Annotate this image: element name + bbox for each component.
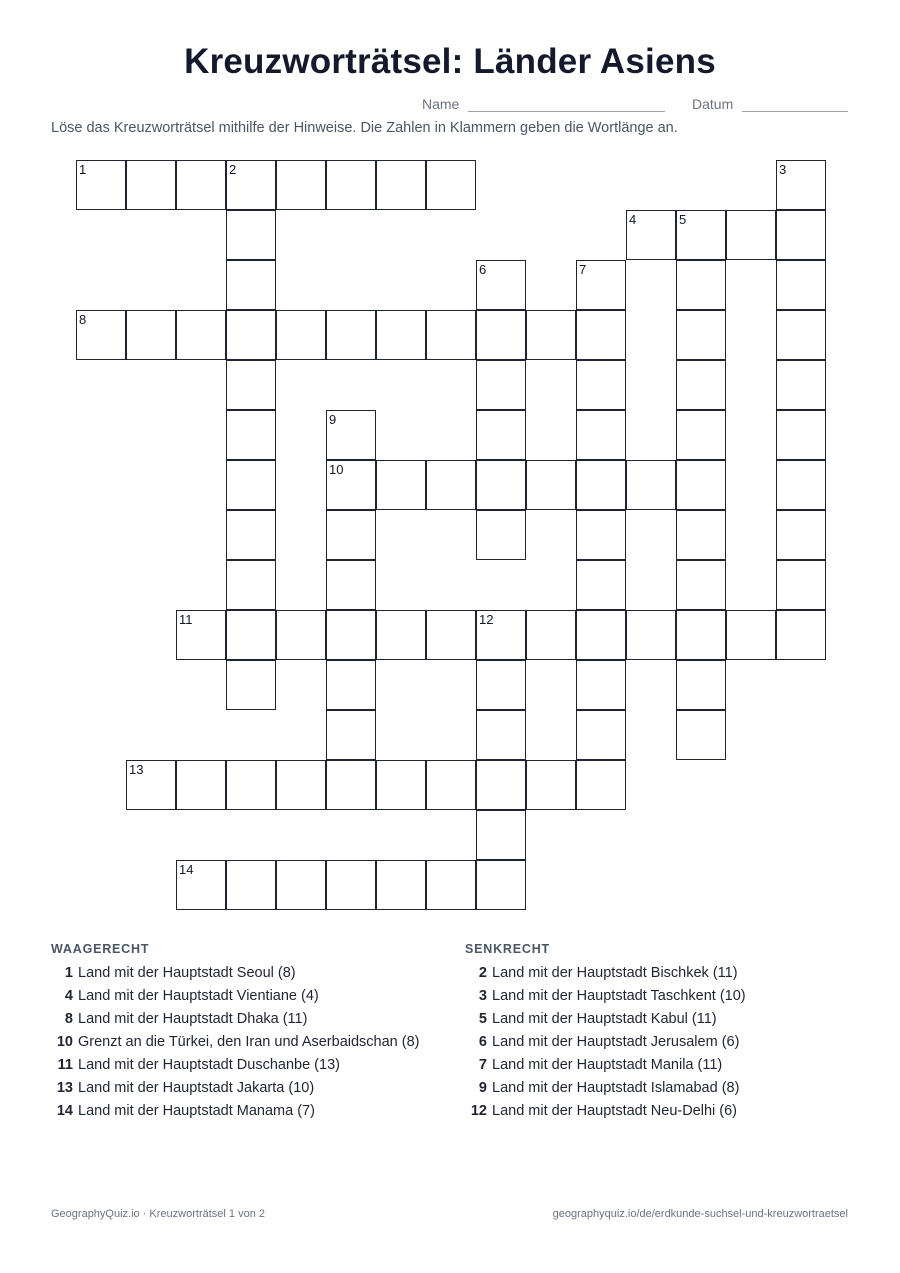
down-heading: SENKRECHT — [465, 942, 550, 956]
clue-text: Land mit der Hauptstadt Neu-Delhi (6) — [492, 1103, 738, 1119]
grid-cell[interactable] — [226, 860, 276, 910]
grid-cell[interactable] — [476, 660, 526, 710]
grid-cell[interactable] — [426, 310, 476, 360]
clue-number: 6 — [478, 1034, 487, 1050]
grid-cell[interactable] — [226, 360, 276, 410]
clue-text: Land mit der Hauptstadt Jakarta (10) — [78, 1080, 315, 1096]
clue-number: 11 — [57, 1057, 73, 1073]
clue-number: 10 — [56, 1034, 73, 1050]
grid-cell[interactable] — [376, 610, 426, 660]
grid-cell[interactable] — [476, 460, 526, 510]
grid-cell[interactable] — [576, 260, 626, 310]
grid-cell[interactable] — [776, 460, 826, 510]
clue-number: 10 — [329, 462, 344, 477]
grid-cell[interactable] — [326, 160, 376, 210]
clue-text: Land mit der Hauptstadt Duschanbe (13) — [78, 1057, 340, 1073]
clue-text: Land mit der Hauptstadt Taschkent (10) — [492, 988, 746, 1004]
across-heading: WAAGERECHT — [51, 942, 150, 956]
grid-cell[interactable] — [426, 760, 476, 810]
grid-cell[interactable] — [476, 260, 526, 310]
grid-cell[interactable] — [576, 310, 626, 360]
grid-cell[interactable] — [676, 260, 726, 310]
grid-cell[interactable] — [326, 710, 376, 760]
clue-text: Land mit der Hauptstadt Manila (11) — [492, 1057, 723, 1073]
grid-cell[interactable] — [676, 510, 726, 560]
clue-number: 14 — [56, 1103, 73, 1119]
grid-cell[interactable] — [676, 710, 726, 760]
clue-number: 5 — [478, 1011, 487, 1027]
grid-cell[interactable] — [776, 160, 826, 210]
grid-cell[interactable] — [176, 160, 226, 210]
clue-number: 13 — [56, 1080, 73, 1096]
footer-left: GeographyQuiz.io · Kreuzworträtsel 1 von 2 — [51, 1208, 265, 1220]
grid-cell[interactable] — [576, 710, 626, 760]
grid-cell[interactable] — [776, 210, 826, 260]
grid-cell[interactable] — [476, 860, 526, 910]
clue-number: 4 — [629, 212, 637, 227]
grid-cell[interactable] — [76, 160, 126, 210]
footer-url: geographyquiz.io/de/erdkunde-suchsel-und-kreuzwortraetsel — [552, 1208, 848, 1220]
clue-number: 12 — [470, 1103, 487, 1119]
grid-cell[interactable] — [776, 510, 826, 560]
clue-text: Land mit der Hauptstadt Manama (7) — [78, 1103, 315, 1119]
grid-cell[interactable] — [526, 310, 576, 360]
grid-cell[interactable] — [326, 760, 376, 810]
clue-text: Land mit der Hauptstadt Islamabad (8) — [492, 1080, 740, 1096]
grid-cell[interactable] — [726, 610, 776, 660]
clue-number: 12 — [479, 612, 494, 627]
grid-cell[interactable] — [76, 310, 126, 360]
clue-text: Land mit der Hauptstadt Kabul (11) — [492, 1011, 717, 1027]
grid-cell[interactable] — [226, 560, 276, 610]
clue-text: Land mit der Hauptstadt Jerusalem (6) — [492, 1034, 740, 1050]
grid-cell[interactable] — [376, 760, 426, 810]
grid-cell[interactable] — [226, 460, 276, 510]
clue-number: 7 — [478, 1057, 487, 1073]
grid-cell[interactable] — [676, 210, 726, 260]
grid-cell[interactable] — [276, 860, 326, 910]
grid-cell[interactable] — [526, 610, 576, 660]
clue-number: 2 — [229, 162, 237, 177]
grid-cell[interactable] — [226, 760, 276, 810]
clue-number: 13 — [129, 762, 144, 777]
grid-cell[interactable] — [476, 410, 526, 460]
grid-cell[interactable] — [326, 560, 376, 610]
grid-cell[interactable] — [376, 860, 426, 910]
clue-text: Land mit der Hauptstadt Seoul (8) — [78, 965, 296, 981]
grid-cell[interactable] — [226, 310, 276, 360]
grid-cell[interactable] — [776, 610, 826, 660]
grid-cell[interactable] — [576, 460, 626, 510]
grid-cell[interactable] — [276, 760, 326, 810]
grid-cell[interactable] — [776, 410, 826, 460]
clue-text: Land mit der Hauptstadt Dhaka (11) — [78, 1011, 308, 1027]
grid-cell[interactable] — [576, 610, 626, 660]
grid-cell[interactable] — [476, 360, 526, 410]
grid-cell[interactable] — [776, 560, 826, 610]
grid-cell[interactable] — [576, 660, 626, 710]
clue-text: Land mit der Hauptstadt Vientiane (4) — [78, 988, 319, 1004]
grid-cell[interactable] — [276, 310, 326, 360]
grid-cell[interactable] — [326, 460, 376, 510]
clue-text: Land mit der Hauptstadt Bischkek (11) — [492, 965, 738, 981]
grid-cell[interactable] — [676, 610, 726, 660]
grid-cell[interactable] — [476, 710, 526, 760]
grid-cell[interactable] — [576, 560, 626, 610]
grid-cell[interactable] — [176, 860, 226, 910]
grid-cell[interactable] — [626, 210, 676, 260]
clue-number: 3 — [478, 988, 487, 1004]
grid-cell[interactable] — [776, 260, 826, 310]
grid-cell[interactable] — [326, 410, 376, 460]
grid-cell[interactable] — [126, 160, 176, 210]
grid-cell[interactable] — [476, 510, 526, 560]
grid-cell[interactable] — [476, 310, 526, 360]
date-field-line[interactable] — [742, 111, 848, 112]
grid-cell[interactable] — [226, 660, 276, 710]
page-title: Kreuzworträtsel: Länder Asiens — [184, 42, 716, 81]
grid-cell[interactable] — [326, 310, 376, 360]
clue-number: 8 — [79, 312, 87, 327]
name-label: Name — [422, 96, 460, 112]
clue-number: 2 — [478, 965, 487, 981]
grid-cell[interactable] — [526, 760, 576, 810]
clue-number: 9 — [329, 412, 337, 427]
grid-cell[interactable] — [526, 460, 576, 510]
grid-cell[interactable] — [376, 160, 426, 210]
clue-number: 1 — [79, 162, 87, 177]
grid-cell[interactable] — [326, 660, 376, 710]
grid-cell[interactable] — [226, 210, 276, 260]
clue-text: Grenzt an die Türkei, den Iran und Aserbaidschan (8) — [78, 1034, 420, 1050]
grid-cell[interactable] — [326, 610, 376, 660]
grid-cell[interactable] — [376, 460, 426, 510]
name-field-line[interactable] — [468, 111, 665, 112]
grid-cell[interactable] — [676, 560, 726, 610]
grid-cell[interactable] — [776, 310, 826, 360]
clue-number: 4 — [64, 988, 73, 1004]
grid-cell[interactable] — [376, 310, 426, 360]
grid-cell[interactable] — [126, 310, 176, 360]
grid-cell[interactable] — [176, 310, 226, 360]
clue-number: 11 — [179, 612, 193, 627]
grid-cell[interactable] — [726, 210, 776, 260]
clue-number: 9 — [478, 1080, 487, 1096]
grid-cell[interactable] — [626, 610, 676, 660]
grid-cell[interactable] — [576, 760, 626, 810]
date-label: Datum — [692, 96, 734, 112]
clue-number: 7 — [579, 262, 587, 277]
grid-cell[interactable] — [576, 510, 626, 560]
grid-cell[interactable] — [476, 810, 526, 860]
grid-cell[interactable] — [426, 460, 476, 510]
grid-cell[interactable] — [226, 610, 276, 660]
grid-cell[interactable] — [476, 610, 526, 660]
grid-cell[interactable] — [226, 160, 276, 210]
grid-cell[interactable] — [226, 260, 276, 310]
grid-cell[interactable] — [776, 360, 826, 410]
grid-cell[interactable] — [426, 860, 476, 910]
clue-number: 8 — [64, 1011, 73, 1027]
grid-cell[interactable] — [426, 160, 476, 210]
grid-cell[interactable] — [326, 510, 376, 560]
grid-cell[interactable] — [476, 760, 526, 810]
clue-number: 3 — [779, 162, 787, 177]
grid-cell[interactable] — [676, 660, 726, 710]
grid-cell[interactable] — [226, 410, 276, 460]
grid-cell[interactable] — [576, 410, 626, 460]
grid-cell[interactable] — [126, 760, 176, 810]
grid-cell[interactable] — [276, 610, 326, 660]
clue-number: 6 — [479, 262, 487, 277]
clue-number: 14 — [179, 862, 194, 877]
grid-cell[interactable] — [676, 410, 726, 460]
grid-cell[interactable] — [426, 610, 476, 660]
grid-cell[interactable] — [276, 160, 326, 210]
grid-cell[interactable] — [176, 610, 226, 660]
grid-cell[interactable] — [576, 360, 626, 410]
grid-cell[interactable] — [326, 860, 376, 910]
grid-cell[interactable] — [226, 510, 276, 560]
grid-cell[interactable] — [676, 310, 726, 360]
clue-number: 5 — [679, 212, 687, 227]
grid-cell[interactable] — [176, 760, 226, 810]
clue-number: 1 — [64, 965, 73, 981]
grid-cell[interactable] — [676, 360, 726, 410]
instructions-text: Löse das Kreuzworträtsel mithilfe der Hinweise. Die Zahlen in Klammern geben die Wortlänge an. — [51, 120, 678, 136]
grid-cell[interactable] — [626, 460, 676, 510]
grid-cell[interactable] — [676, 460, 726, 510]
